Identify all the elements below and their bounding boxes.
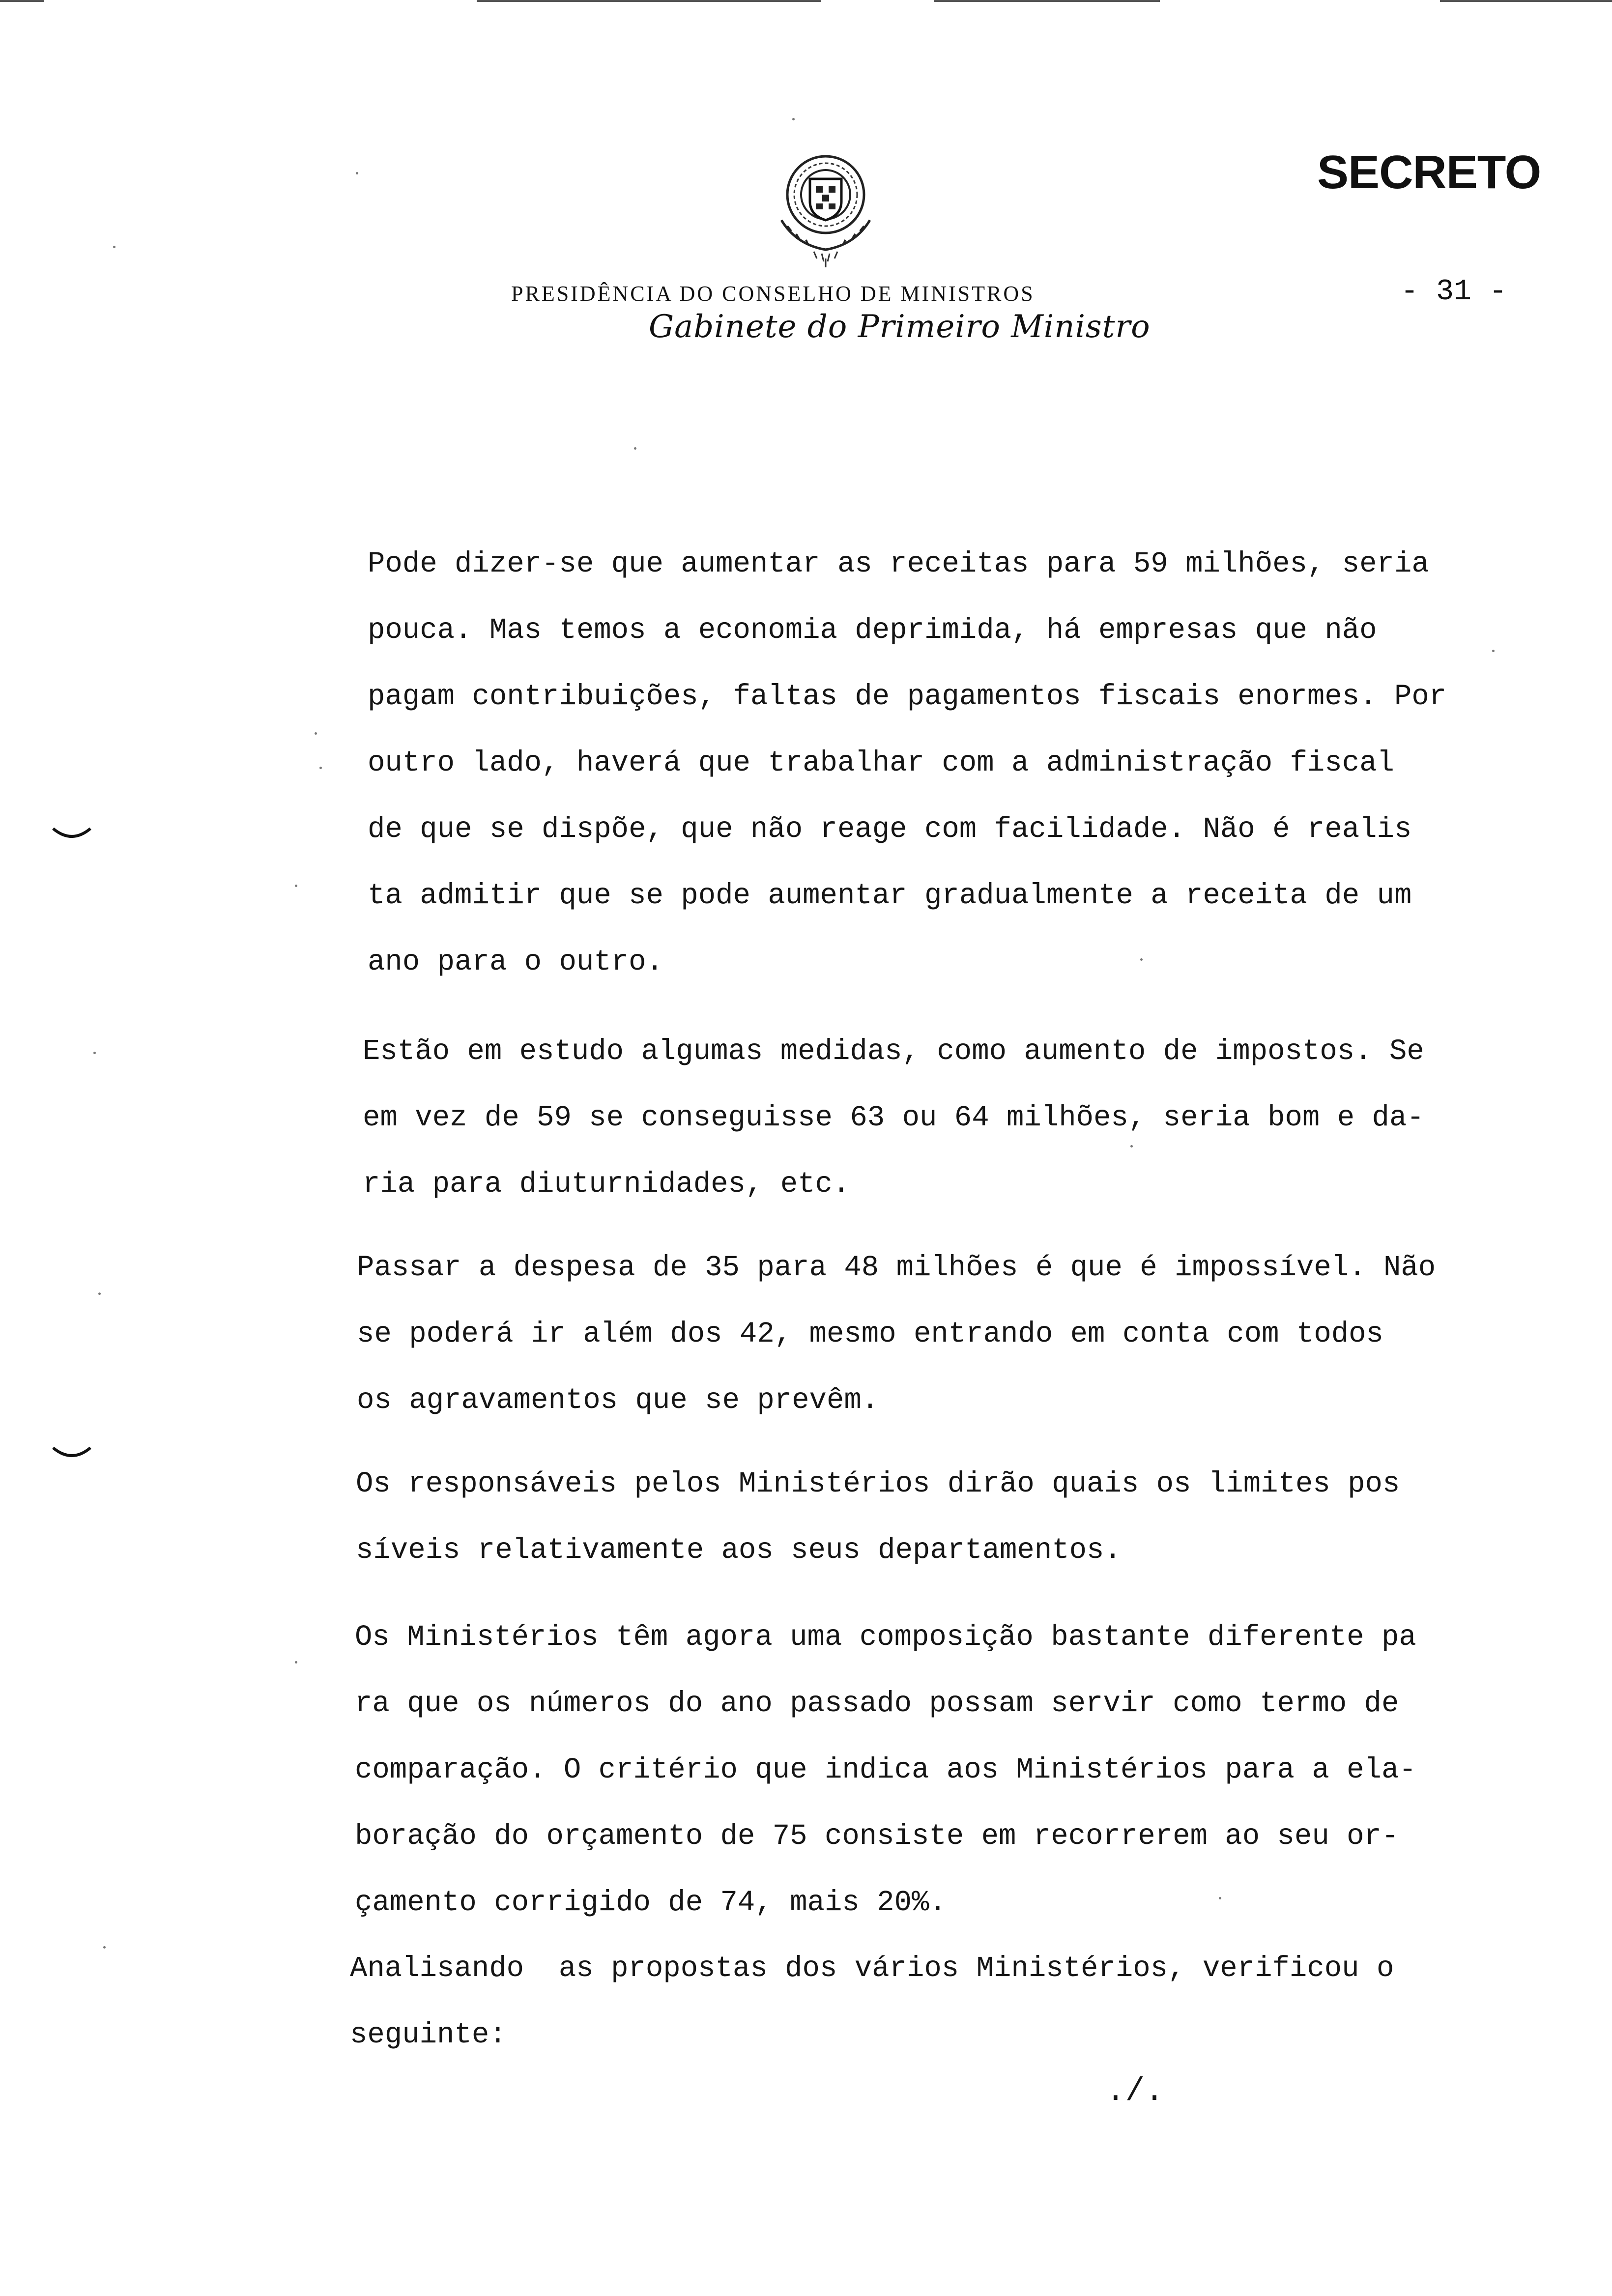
paper-speck (1130, 1145, 1133, 1148)
paper-speck (295, 885, 297, 887)
paper-speck (634, 447, 636, 450)
paper-speck (1140, 958, 1143, 961)
paper-speck (315, 732, 317, 735)
paper-speck (1492, 650, 1495, 652)
letterhead-cabinet: Gabinete do Primeiro Ministro (649, 309, 1151, 345)
coat-of-arms-seal (767, 146, 885, 269)
paper-speck (103, 1946, 106, 1949)
top-edge-rule (477, 0, 821, 2)
paper-speck (319, 767, 322, 769)
classification-stamp: SECRETO (1317, 146, 1541, 199)
paper-speck (93, 1052, 96, 1054)
letterhead-institution: PRESIDÊNCIA DO CONSELHO DE MINISTROS (511, 282, 1035, 306)
continuation-mark: ./. (1106, 2073, 1164, 2110)
body-paragraph: Os responsáveis pelos Ministérios dirão quais os limites pos síveis relativamente aos seus departamentos. (356, 1467, 1400, 1567)
body-paragraph: Analisando as propostas dos vários Ministérios, verificou o seguinte: (350, 1952, 1394, 2051)
body-paragraph: Os Ministérios têm agora uma composição bastante diferente pa ra que os números do ano passado possam servir como termo de comparação. O critério que indica aos Ministérios para a ela- boração do orçamento de 75 consiste em recorrerem ao seu or- çamento corrigido de 74, mais 20%. (355, 1621, 1416, 1919)
punch-hole-mark (51, 1445, 92, 1460)
paper-speck (113, 246, 115, 248)
paper-speck (295, 1661, 297, 1664)
top-edge-rule (1440, 0, 1612, 2)
paper-speck (356, 172, 358, 174)
body-paragraph: Pode dizer-se que aumentar as receitas para 59 milhões, seria pouca. Mas temos a economia deprimida, há empresas que não pagam contribuições, faltas de pagamentos fiscais enormes. Por outro lado, haverá que trabalhar com a administração fiscal de que se dispõe, que não reage com facilidade. Não é realis ta admitir que se pode aumentar gradualmente a receita de um ano para o outro. (368, 547, 1447, 978)
body-paragraph: Passar a despesa de 35 para 48 milhões é que é impossível. Não se poderá ir além dos 42, mesmo entrando em conta com todos os agravamentos que se prevêm. (357, 1251, 1436, 1417)
paper-speck (792, 118, 795, 120)
punch-hole-mark (51, 826, 92, 840)
page-number: - 31 - (1401, 275, 1507, 309)
top-edge-rule (0, 0, 44, 2)
paper-speck (1219, 1897, 1221, 1899)
paper-speck (98, 1292, 101, 1295)
body-paragraph: Estão em estudo algumas medidas, como aumento de impostos. Se em vez de 59 se conseguisse 63 ou 64 milhões, seria bom e da- ria para diuturnidades, etc. (363, 1035, 1424, 1201)
top-edge-rule (934, 0, 1160, 2)
